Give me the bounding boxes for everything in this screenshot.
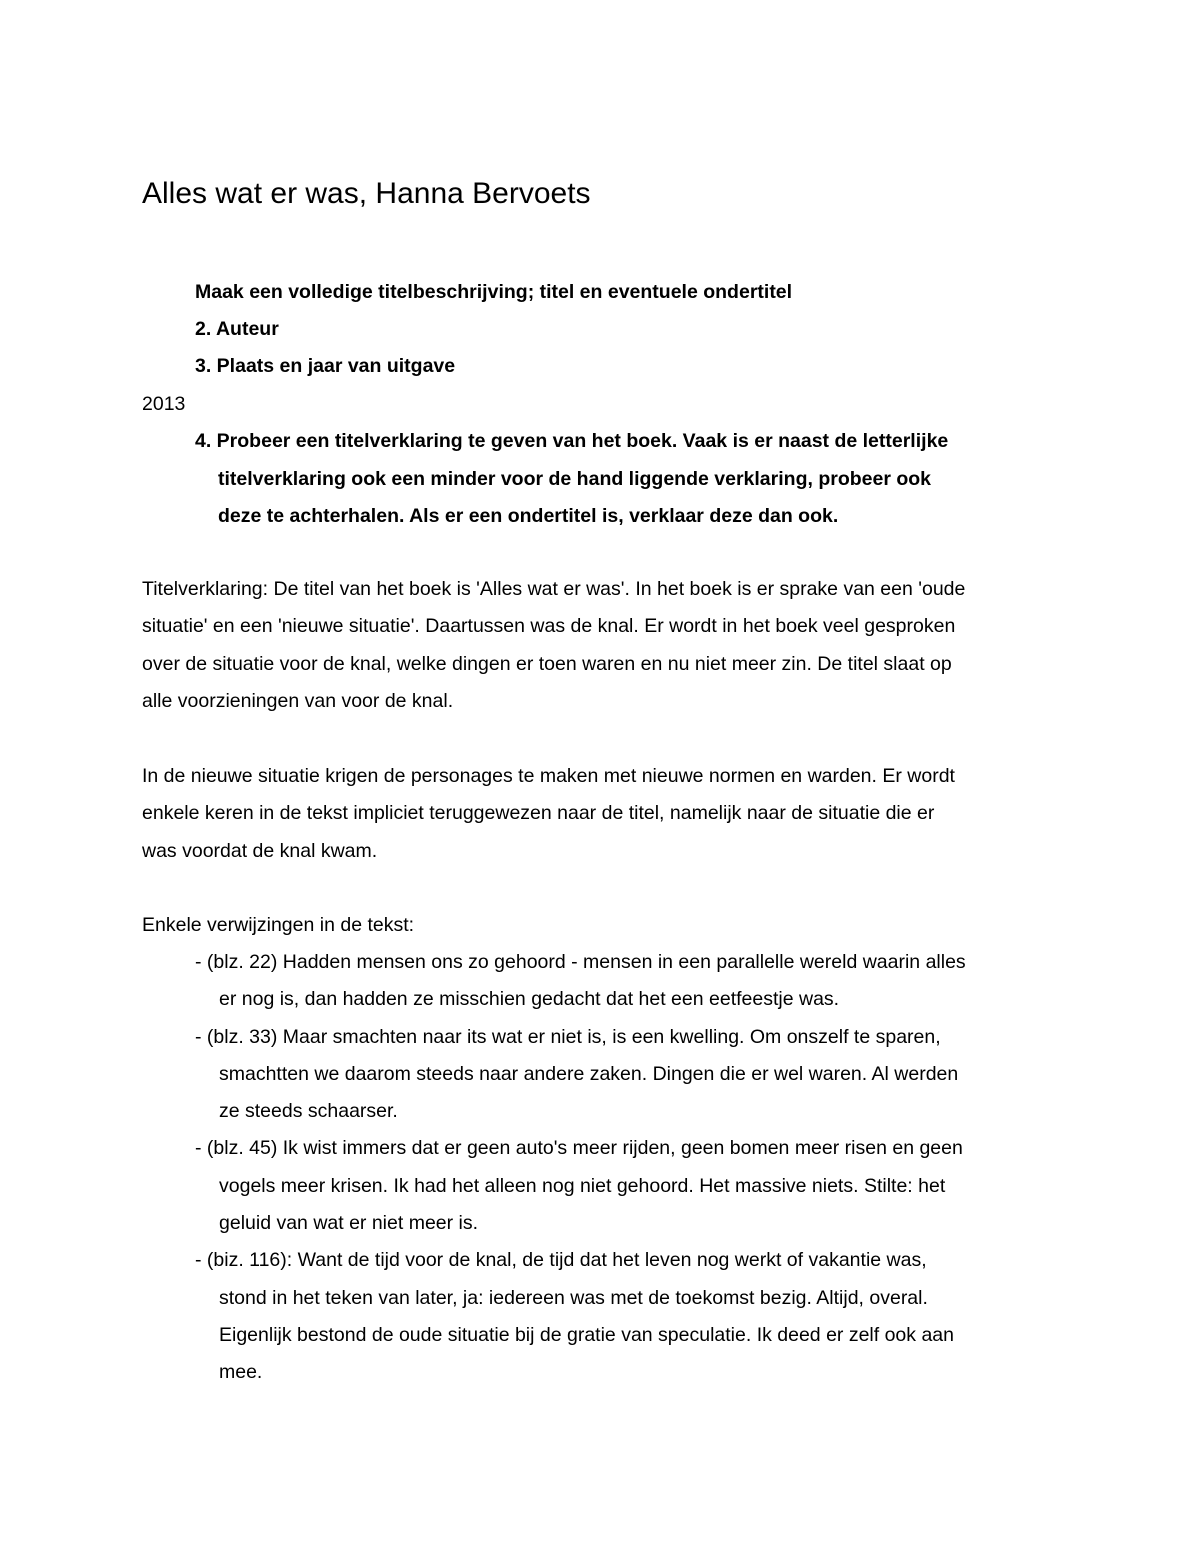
quote-line: ze steeds schaarser. — [219, 1100, 398, 1123]
list-item — [142, 1019, 1082, 1131]
document-title: Alles wat er was, Hanna Bervoets — [142, 177, 591, 210]
question-1: Maak een volledige titelbeschrijving; titel en eventuele ondertitel — [195, 281, 793, 303]
question-4-line: 4. Probeer een titelverklaring te geven van het boek. Vaak is er naast de letterlijke — [195, 430, 949, 452]
references-heading-text: Enkele verwijzingen in de tekst: — [142, 914, 415, 936]
new-situation-paragraph — [142, 758, 1082, 870]
quote-line: vogels meer krisen. Ik had het alleen nog niet gehoord. Het massive niets. Stilte: het — [219, 1174, 946, 1197]
paragraph-line: alle voorzieningen van voor de knal. — [142, 689, 454, 712]
references-heading — [142, 907, 1082, 944]
quote-line: smachtten we daarom steeds naar andere zaken. Dingen die er wel waren. Al werden — [219, 1062, 959, 1085]
paragraph-line: enkele keren in de tekst impliciet teruggewezen naar de titel, namelijk naar de situatie die er — [142, 802, 935, 825]
quote-line: mee. — [219, 1361, 263, 1384]
paragraph-line: Titelverklaring: De titel van het boek is 'Alles wat er was'. In het boek is er sprake van een 'oude — [142, 578, 966, 600]
list-item — [142, 1130, 1082, 1242]
quote-line: - (blz. 33) Maar smachten naar its wat er niet is, is een kwelling. Om onszelf te sparen, — [195, 1025, 941, 1048]
quote-line: geluid van wat er niet meer is. — [219, 1212, 479, 1235]
question-4-line: titelverklaring ook een minder voor de hand liggende verklaring, probeer ook — [218, 467, 932, 490]
quote-line: er nog is, dan hadden ze misschien gedacht dat het een eetfeestje was. — [219, 988, 840, 1011]
paragraph-line: In de nieuwe situatie krigen de personages te maken met nieuwe normen en warden. Er wordt — [142, 765, 955, 787]
quote-line: - (blz. 22) Hadden mensen ons zo gehoord - mensen in een parallelle wereld waarin alles — [195, 951, 966, 973]
quote-line: - (biz. 116): Want de tijd voor de knal, de tijd dat het leven nog werkt of vakantie was, — [195, 1249, 927, 1272]
publication-year: 2013 — [142, 393, 186, 415]
paragraph-line: was voordat de knal kwam. — [142, 839, 378, 862]
question-4-line: deze te achterhalen. Als er een ondertitel is, verklaar deze dan ook. — [218, 505, 839, 527]
question-2: 2. Auteur — [195, 318, 279, 340]
list-item — [142, 944, 1082, 1019]
quote-line: Eigenlijk bestond de oude situatie bij de gratie van speculatie. Ik deed er zelf ook aan — [219, 1323, 954, 1346]
question-3: 3. Plaats en jaar van uitgave — [195, 355, 456, 377]
title-explanation-paragraph — [142, 571, 1082, 720]
list-item — [142, 1242, 1082, 1391]
paragraph-line: situatie' en een 'nieuwe situatie'. Daartussen was de knal. Er wordt in het boek veel gesproken — [142, 615, 956, 638]
paragraph-line: over de situatie voor de knal, welke dingen er toen waren en nu niet meer zin. De titel slaat op — [142, 652, 952, 675]
quote-line: - (blz. 45) Ik wist immers dat er geen auto's meer rijden, geen bomen meer risen en geen — [195, 1137, 963, 1160]
references-list — [142, 944, 1082, 1392]
quote-line: stond in het teken van later, ja: iedereen was met de toekomst bezig. Altijd, overal. — [219, 1286, 928, 1309]
question-4 — [195, 423, 1075, 536]
